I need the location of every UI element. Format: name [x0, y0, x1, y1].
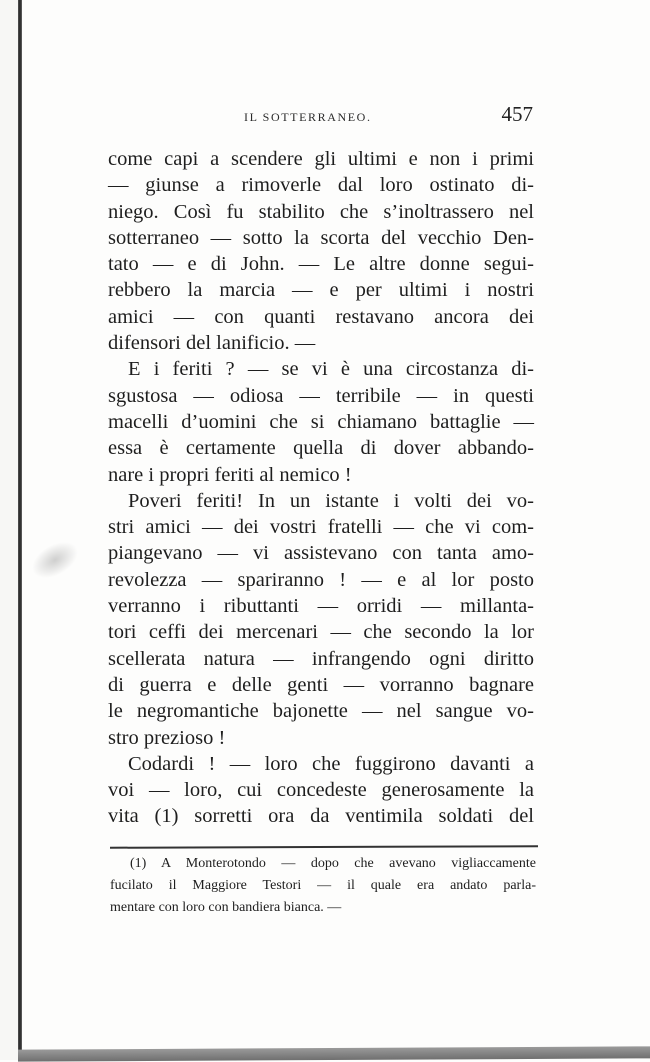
text-line: essa è certamente quella di dover abbando-: [108, 437, 534, 460]
text-line: di guerra e delle genti — vorranno bagnare: [108, 673, 534, 696]
page-left-margin: [0, 0, 18, 1060]
text-line: come capi a scendere gli ultimi e non i primi: [108, 148, 534, 170]
text-line: tato — e di John. — Le altre donne segui-: [108, 253, 534, 276]
text-line: tori ceffi dei mercenari — che secondo la lor: [108, 621, 534, 644]
text-line: niego. Così fu stabilito che s’inoltrassero nel: [108, 200, 534, 223]
footnote-line: mentare con loro con bandiera bianca. —: [110, 900, 342, 915]
text-line: stro prezioso !: [108, 726, 226, 749]
text-line: E i feriti ? — se vi è una circostanza di-: [128, 358, 534, 381]
text-line: rebbero la marcia — e per ultimi i nostri: [108, 279, 534, 302]
text-line: nare i propri feriti al nemico !: [108, 463, 352, 486]
text-line: — giunse a rimoverle dal loro ostinato di-: [108, 174, 534, 197]
text-line: le negromantiche bajonette — nel sangue vo-: [108, 700, 534, 723]
text-line: voi — loro, cui concedeste generosamente la: [108, 779, 534, 802]
text-line: sotterraneo — sotto la scorta del vecchio Den-: [108, 226, 534, 249]
text-line: sgustosa — odiosa — terribile — in questi: [108, 384, 534, 407]
page-number: 457: [501, 102, 533, 126]
text-line: stri amici — dei vostri fratelli — che vi com-: [108, 516, 534, 539]
running-title: IL SOTTERRANEO.: [244, 110, 372, 124]
text-line: difensori del lanificio. —: [108, 332, 316, 355]
body-text: [108, 146, 534, 830]
text-line: Codardi ! — loro che fuggirono davanti a: [128, 752, 534, 775]
footnote-line: (1) A Monterotondo — dopo che avevano vigliaccamente: [130, 856, 536, 871]
text-line: verranno i ributtanti — orridi — millanta-: [108, 595, 534, 618]
footnote-line: fucilato il Maggiore Testori — il quale era andato parla-: [110, 878, 536, 893]
text-line: scellerata natura — infrangendo ogni diritto: [108, 647, 534, 670]
text-line: Poveri feriti! In un istante i volti dei vo-: [128, 489, 534, 512]
text-line: macelli d’uomini che si chiamano battaglie —: [108, 410, 534, 433]
text-line: amici — con quanti restavano ancora dei: [108, 305, 534, 328]
page-header: [108, 104, 533, 130]
text-line: piangevano — vi assistevano con tanta amo-: [108, 542, 534, 565]
page-bottom-edge: [18, 1046, 650, 1061]
footnote-divider: [110, 845, 538, 848]
ink-smudge: [26, 535, 84, 586]
text-line: revolezza — spariranno ! — e al lor posto: [108, 568, 534, 591]
book-spine-edge: [18, 0, 22, 1055]
footnotes: [110, 853, 536, 919]
text-line: vita (1) sorretti ora da ventimila soldati del: [108, 805, 534, 828]
